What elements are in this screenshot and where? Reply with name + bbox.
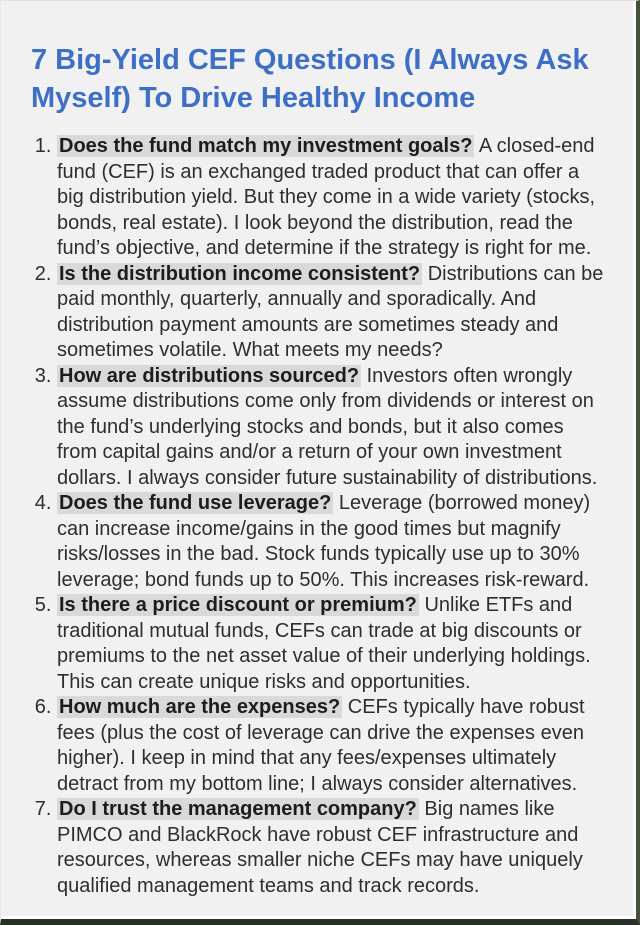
question-text: How much are the expenses? <box>59 696 341 718</box>
answer-text: Unlike ETFs and traditional mutual funds, CEFs can trade at big discounts or premiums to the net asset value of their underlying holdings. This can create unique risks and opportunities. <box>57 594 591 693</box>
question-text: Is the distribution income consistent? <box>59 262 421 285</box>
question-text: Do I trust the management company? <box>59 798 417 820</box>
page-title: 7 Big-Yield CEF Questions (I Always Ask Myself) To Drive Healthy Income <box>31 44 589 114</box>
answer-text: A closed-end fund (CEF) is an exchanged traded product that can offer a big distribution yield. But they come in a wide variety (stocks, bonds, real estate). I look beyond the distribution, read the fund’s objective, and determine if the strategy is right for me. <box>57 135 596 259</box>
question-text: How are distributions sourced? <box>59 364 360 387</box>
list-item <box>57 134 609 262</box>
answer-text: Big names like PIMCO and BlackRock have robust CEF infrastructure and resources, whereas smaller niche CEFs may have uniquely qualified management teams and track records. <box>57 798 583 897</box>
list-item <box>57 491 609 593</box>
answer-text: Leverage (borrowed money) can increase income/gains in the good times but magnify risks/losses in the bad. Stock funds typically use up to 30% leverage; bond funds up to 50%. This increases risk-reward. <box>57 492 591 591</box>
answer-text: Distributions can be paid monthly, quarterly, annually and sporadically. And distribution payment amounts are sometimes steady and sometimes volatile. What meets my needs? <box>57 262 604 361</box>
list-item <box>57 695 609 797</box>
answer-text: Investors often wrongly assume distributions come only from dividends or interest on the fund’s underlying stocks and bonds, but it also comes from capital gains and/or a return of your own investment dollars. I always consider future sustainability of distributions. <box>57 364 598 489</box>
list-item <box>57 262 609 364</box>
list-item <box>57 797 609 899</box>
list-item <box>57 593 609 695</box>
question-text: Does the fund match my investment goals? <box>59 135 473 157</box>
question-text: Does the fund use leverage? <box>59 492 332 514</box>
question-text: Is there a price discount or premium? <box>59 594 417 616</box>
answer-text: CEFs typically have robust fees (plus the cost of leverage can drive the expenses even higher). I keep in mind that any fees/expenses ultimately detract from my bottom line; I always consider alternatives. <box>57 696 585 795</box>
list-item <box>57 364 609 492</box>
questions-list <box>31 134 609 899</box>
card-content <box>1 1 633 916</box>
